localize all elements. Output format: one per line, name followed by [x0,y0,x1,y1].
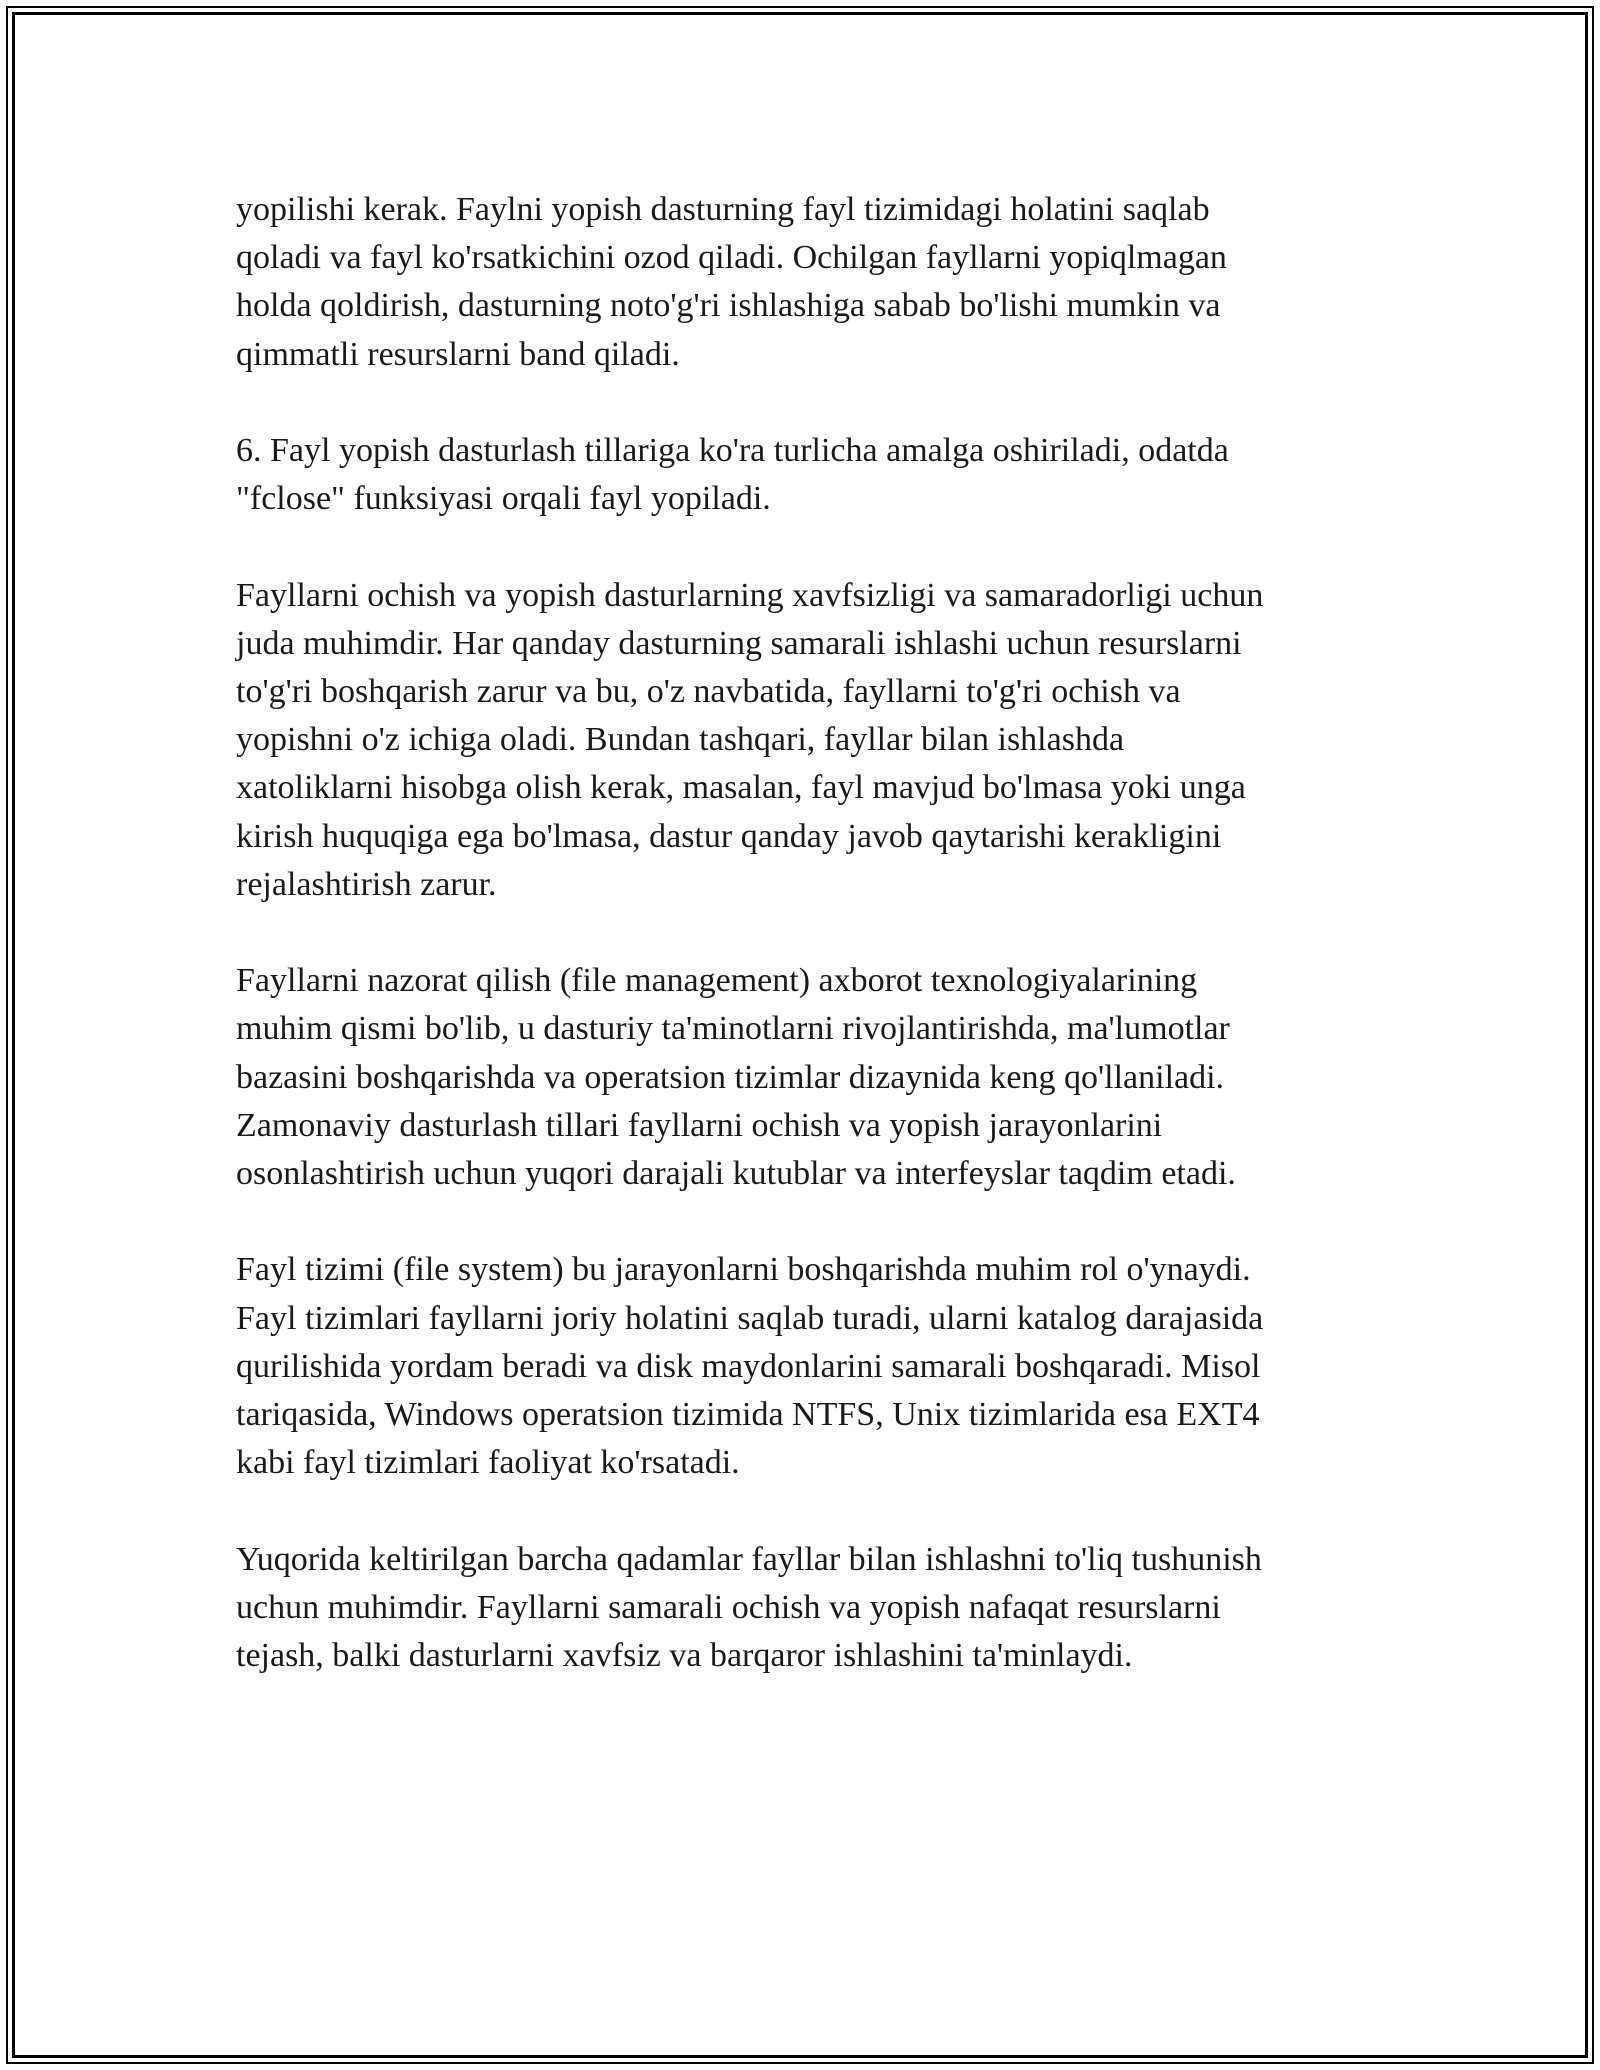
text-line: juda muhimdir. Har qanday dasturning samarali ishlashi uchun resurslarni [236,624,1242,662]
text-line: tariqasida, Windows operatsion tizimida NTFS, Unix tizimlarida esa EXT4 [236,1396,1260,1434]
text-line: yopishni o'z ichiga oladi. Bundan tashqari, fayllar bilan ishlashda [236,721,1125,759]
paragraph-file-management [236,957,1366,1198]
paragraph-file-system [236,1246,1366,1487]
text-line: rejalashtirish zarur. [236,865,497,903]
text-line: 6. Fayl yopish dasturlash tillariga ko'ra turlicha amalga oshiriladi, odatda [236,432,1229,469]
text-line: Fayllarni ochish va yopish dasturlarning xavfsizligi va samaradorligi uchun [236,576,1264,614]
text-line: kirish huquqiga ega bo'lmasa, dastur qanday javob qaytarishi kerakligini [236,817,1222,855]
paragraph-security [236,572,1366,909]
text-line: yopilishi kerak. Faylni yopish dasturning fayl tizimidagi holatini saqlab [236,191,1210,228]
text-line: xatoliklarni hisobga olish kerak, masalan, fayl mavjud bo'lmasa yoki unga [236,769,1246,807]
text-line: Fayl tizimi (file system) bu jarayonlarni boshqarishda muhim rol o'ynaydi. [236,1251,1251,1289]
text-line: Zamonaviy dasturlash tillari fayllarni ochish va yopish jarayonlarini [236,1106,1163,1144]
text-line: Fayllarni nazorat qilish (file management) axborot texnologiyalarining [236,962,1198,1000]
text-line: to'g'ri boshqarish zarur va bu, o'z navbatida, fayllarni to'g'ri ochish va [236,673,1181,710]
text-line: osonlashtirish uchun yuqori darajali kutublar va interfeyslar taqdim etadi. [236,1155,1236,1193]
paragraph-file-closing [236,186,1366,379]
paragraph-conclusion [236,1536,1366,1681]
text-line: kabi fayl tizimlari faoliyat ko'rsatadi. [236,1444,740,1482]
text-line: qoladi va fayl ko'rsatkichini ozod qiladi. Ochilgan fayllarni yopiqlmagan [236,239,1227,277]
document-body [236,186,1366,1728]
text-line: muhim qismi bo'lib, u dasturiy ta'minotlarni rivojlantirishda, ma'lumotlar [236,1010,1230,1048]
text-line: tejash, balki dasturlarni xavfsiz va barqaror ishlashini ta'minlaydi. [236,1637,1133,1675]
text-line: uchun muhimdir. Fayllarni samarali ochish va yopish nafaqat resurslarni [236,1588,1221,1626]
text-line: Yuqorida keltirilgan barcha qadamlar fayllar bilan ishlashni to'liq tushunish [236,1540,1262,1578]
text-line: qurilishida yordam beradi va disk maydonlarini samarali boshqaradi. Misol [236,1347,1261,1385]
paragraph-step-6 [236,427,1366,523]
text-line: Fayl tizimlari fayllarni joriy holatini saqlab turadi, ularni katalog darajasida [236,1299,1264,1337]
text-line: "fclose" funksiyasi orqali fayl yopiladi. [236,480,771,518]
text-line: bazasini boshqarishda va operatsion tizimlar dizaynida keng qo'llaniladi. [236,1058,1225,1096]
text-line: qimmatli resurslarni band qiladi. [236,335,680,373]
text-line: holda qoldirish, dasturning noto'g'ri ishlashiga sabab bo'lishi mumkin va [236,287,1221,325]
